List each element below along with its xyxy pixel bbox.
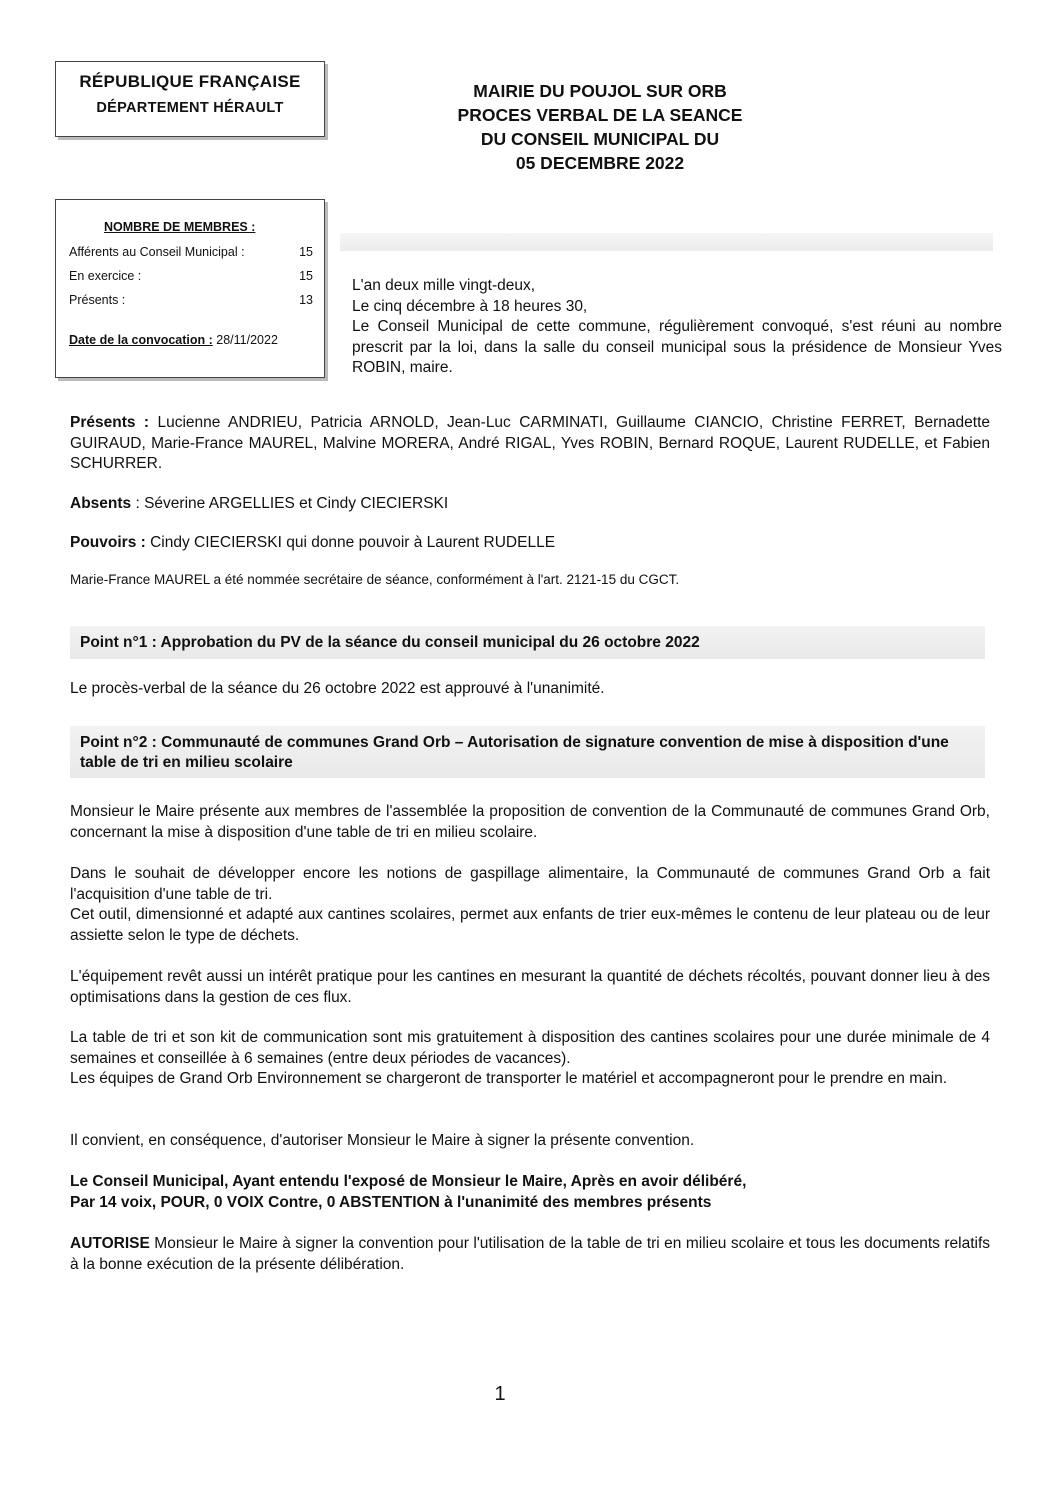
point2-paragraph-3 <box>70 967 990 1008</box>
point2-paragraph-2 <box>70 864 990 946</box>
intro-line: L'an deux mille vingt-deux, <box>352 277 536 294</box>
members-heading: NOMBRE DE MEMBRES : <box>104 220 256 234</box>
point1-title: Point n°1 : Approbation du PV de la séance du conseil municipal du 26 octobre 2022 <box>80 634 700 651</box>
convocation-date <box>69 333 278 347</box>
members-row-value: 15 <box>299 269 313 283</box>
presents-label: Présents : <box>70 414 150 431</box>
republique-label: RÉPUBLIQUE FRANÇAISE <box>79 72 301 91</box>
intro-line: Le cinq décembre à 18 heures 30, <box>352 297 588 315</box>
point2-heading <box>70 726 985 778</box>
point2-text: L'équipement revêt aussi un intérêt pratique pour les cantines en mesurant la quantité de déchets récoltés, pouvant donner lieu à des optimisations dans la gestion de ces flux. <box>70 968 990 1006</box>
pouvoirs-paragraph <box>70 533 990 554</box>
republique-box <box>55 61 325 137</box>
members-row-label: Afférents au Conseil Municipal : <box>69 245 245 259</box>
point2-text: Les équipes de Grand Orb Environnement se chargeront de transporter le matériel et accompagneront pour le prendre en main. <box>70 1070 948 1087</box>
vote-line: Le Conseil Municipal, Ayant entendu l'exposé de Monsieur le Maire, Après en avoir délibéré, <box>70 1173 747 1190</box>
point2-paragraph-5 <box>70 1131 990 1152</box>
point1-text: Le procès-verbal de la séance du 26 octobre 2022 est approuvé à l'unanimité. <box>70 680 605 697</box>
departement-label: DÉPARTEMENT HÉRAULT <box>96 100 284 116</box>
presents-text: Lucienne ANDRIEU, Patricia ARNOLD, Jean-Luc CARMINATI, Guillaume CIANCIO, Christine FERRET, Bernadette GUIRAUD, Marie-France MAUREL, Malvine MORERA, André RIGAL, Yves ROBIN, Bernard ROQUE, Laurent RUDELLE, et Fabien SCHURRER. <box>70 414 990 472</box>
vote-paragraph <box>70 1172 990 1213</box>
members-row-label: Présents : <box>69 293 126 307</box>
members-row-value: 15 <box>299 245 313 259</box>
absents-text: : Séverine ARGELLIES et Cindy CIECIERSKI <box>135 495 449 512</box>
point2-text: Monsieur le Maire présente aux membres de l'assemblée la proposition de convention de la Communauté de communes Grand Orb, concernant la mise à disposition d'une table de tri en milieu scolaire. <box>70 803 990 841</box>
point2-text: La table de tri et son kit de communication sont mis gratuitement à disposition des cantines scolaires pour une durée minimale de 4 semaines et conseillée à 6 semaines (entre deux périodes de vacances). <box>70 1029 990 1067</box>
intro-paragraph <box>352 276 1002 379</box>
title-line: PROCES VERBAL DE LA SEANCE <box>457 105 743 125</box>
members-row <box>69 293 313 307</box>
point2-title: Point n°2 : Communauté de communes Grand Orb – Autorisation de signature convention de mise à disposition d'une table de tri en milieu scolaire <box>80 734 949 771</box>
convocation-label: Date de la convocation : <box>69 333 213 347</box>
autorise-text: Monsieur le Maire à signer la convention pour l'utilisation de la table de tri en milieu scolaire et tous les documents relatifs à la bonne exécution de la présente délibération. <box>70 1235 991 1273</box>
point2-paragraph-1 <box>70 802 990 843</box>
absents-paragraph <box>70 494 990 515</box>
secretaire-paragraph <box>70 570 990 591</box>
secretaire-text: Marie-France MAUREL a été nommée secrétaire de séance, conformément à l'art. 2121-15 du CGCT. <box>70 572 680 587</box>
members-row-value: 13 <box>299 293 313 307</box>
pouvoirs-label: Pouvoirs : <box>70 534 146 551</box>
members-row-label: En exercice : <box>69 269 142 283</box>
members-box <box>55 199 325 378</box>
point2-text: Il convient, en conséquence, d'autoriser Monsieur le Maire à signer la présente convention. <box>70 1132 695 1149</box>
vote-line: Par 14 voix, POUR, 0 VOIX Contre, 0 ABSTENTION à l'unanimité des membres présents <box>70 1193 712 1211</box>
title-line: MAIRIE DU POUJOL SUR ORB <box>473 81 727 101</box>
autorise-label: AUTORISE <box>70 1235 150 1252</box>
point2-text: Dans le souhait de développer encore les notions de gaspillage alimentaire, la Communauté de communes Grand Orb a fait l'acquisition d'une table de tri. <box>70 865 990 903</box>
pouvoirs-text: Cindy CIECIERSKI qui donne pouvoir à Laurent RUDELLE <box>150 534 556 551</box>
point2-text: Cet outil, dimensionné et adapté aux cantines scolaires, permet aux enfants de trier eux-mêmes le contenu de leur plateau ou de leur assiette selon le type de déchets. <box>70 906 990 944</box>
point1-paragraph <box>70 679 990 700</box>
autorise-paragraph <box>70 1234 990 1275</box>
scan-shading-bar <box>340 233 993 251</box>
members-row <box>69 269 313 283</box>
title-line: DU CONSEIL MUNICIPAL DU <box>480 129 720 149</box>
point2-paragraph-4 <box>70 1028 990 1090</box>
convocation-value: 28/11/2022 <box>216 333 278 347</box>
page-number: 1 <box>494 1383 506 1405</box>
members-row <box>69 245 313 259</box>
absents-label: Absents <box>70 495 132 512</box>
title-line: 05 DECEMBRE 2022 <box>515 153 685 173</box>
intro-line: Le Conseil Municipal de cette commune, régulièrement convoqué, s'est réuni au nombre prescrit par la loi, dans la salle du conseil municipal sous la présidence de Monsieur Yves ROBIN, maire. <box>352 318 1002 376</box>
document-title <box>390 79 810 175</box>
point1-heading <box>70 626 985 659</box>
presents-paragraph <box>70 413 990 475</box>
